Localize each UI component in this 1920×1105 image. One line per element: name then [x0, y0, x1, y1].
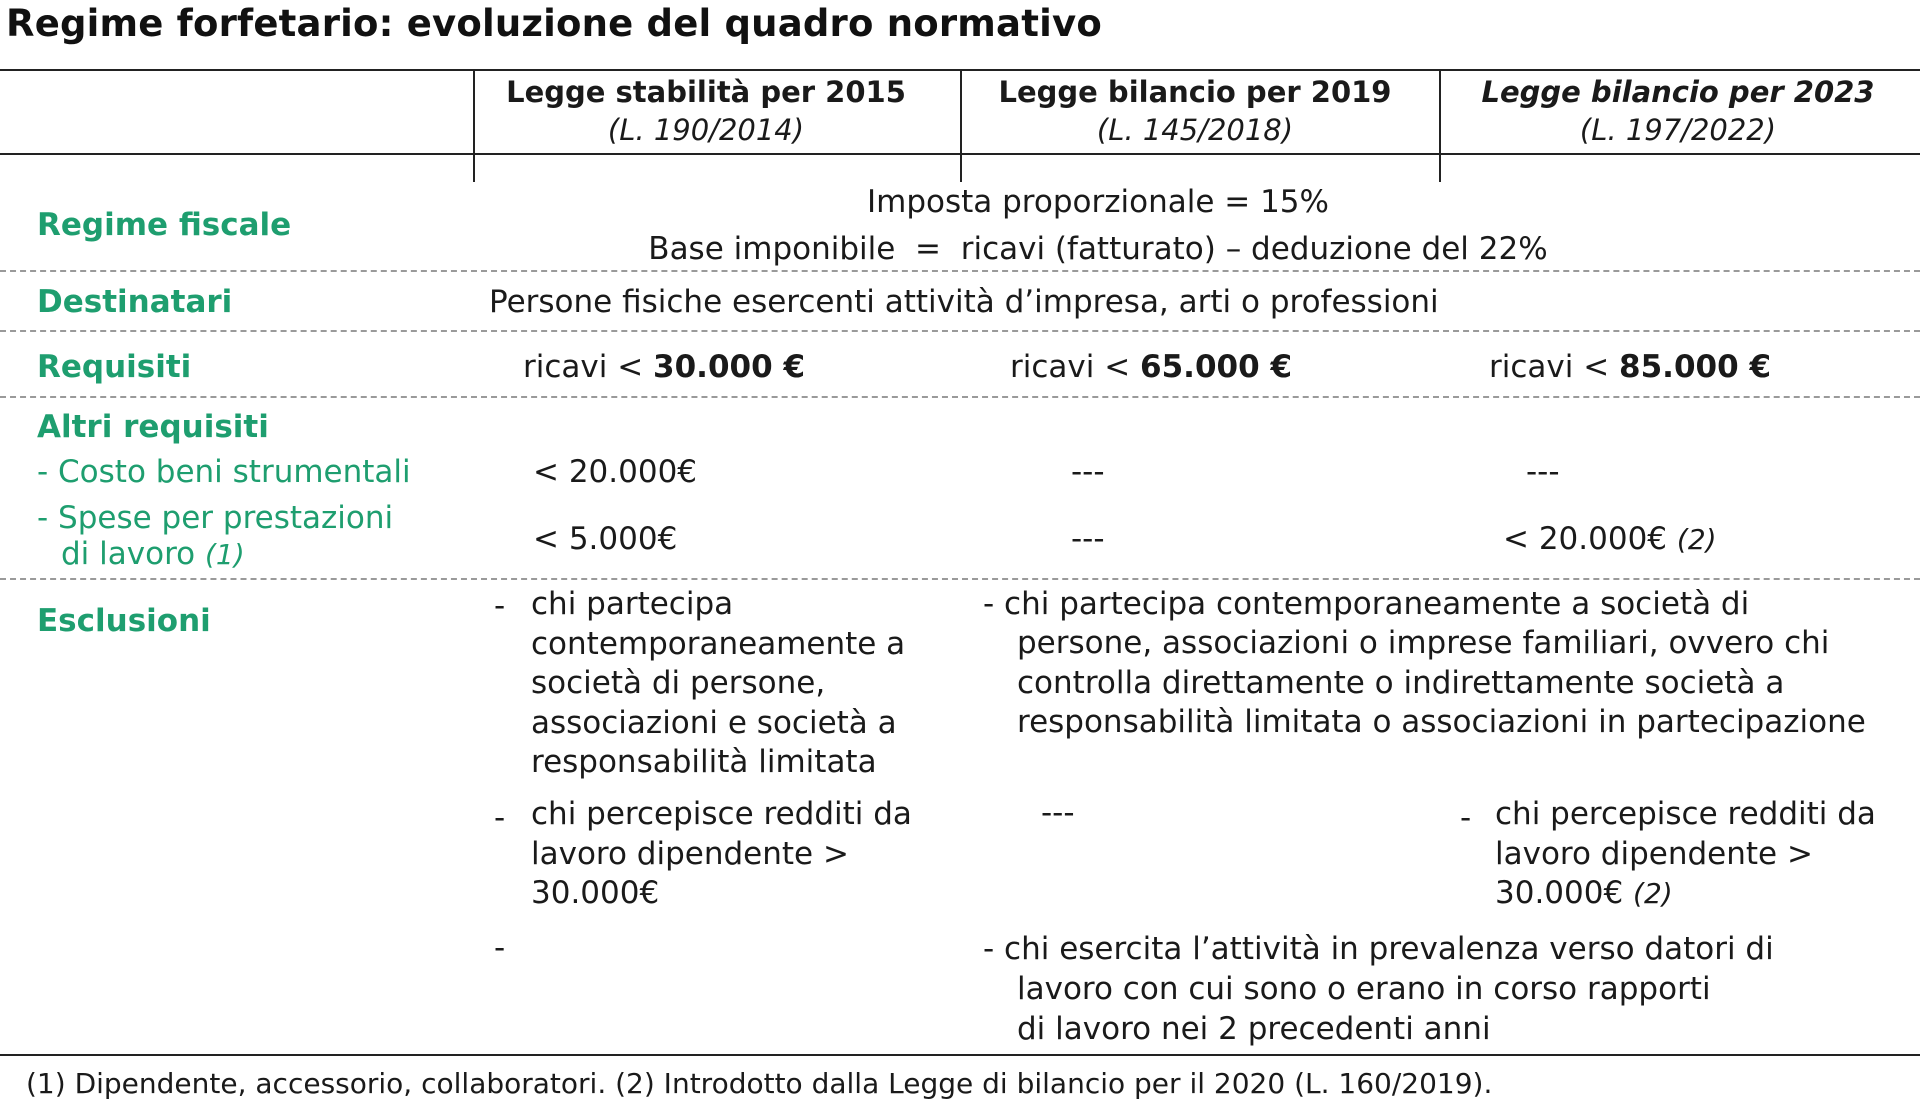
table-bottom-rule — [0, 1054, 1920, 1056]
column-law-2019: Legge bilancio per 2019 — [998, 75, 1392, 109]
column-law-2023: Legge bilancio per 2023 — [1481, 75, 1875, 109]
row-separator — [0, 330, 1920, 332]
spese-prestazioni-label: - Spese per prestazioni — [37, 500, 394, 536]
spese-2023: < 20.000€ (2) — [1503, 521, 1717, 557]
row-label-esclusioni: Esclusioni — [37, 603, 211, 639]
costo-beni-2023: --- — [1526, 454, 1560, 490]
column-ref-2019: (L. 145/2018) — [1096, 113, 1294, 147]
spese-2019: --- — [1071, 521, 1105, 557]
esclusione-3-2019-2023-rest: lavoro con cui sono o erano in corso rapporti di lavoro nei 2 precedenti anni — [1017, 971, 1711, 1047]
requisiti-prefix: ricavi < — [1010, 349, 1141, 385]
requisiti-prefix: ricavi < — [523, 349, 654, 385]
bullet-dash: - — [494, 588, 506, 624]
bullet-dash: - — [1460, 800, 1472, 836]
esclusione-3-2015: - — [494, 930, 506, 966]
costo-beni-2019: --- — [1071, 454, 1105, 490]
esclusione-3-2019-2023-first: - chi esercita l’attività in prevalenza verso datori di — [983, 931, 1774, 967]
column-header-2019 — [955, 73, 1435, 149]
requisiti-2023 — [1489, 349, 1771, 385]
esclusione-2-2015: chi percepisce redditi da lavoro dipendente > 30.000€ — [531, 796, 912, 911]
page-title: Regime forfetario: evoluzione del quadro normativo — [6, 2, 1102, 45]
column-header-2015 — [466, 73, 946, 149]
costo-beni-label: - Costo beni strumentali — [37, 454, 411, 490]
row-separator — [0, 270, 1920, 272]
footnote: (1) Dipendente, accessorio, collaboratori. (2) Introdotto dalla Legge di bilancio per il 2020 (L. 160/2019). — [26, 1067, 1493, 1100]
destinatari-text: Persone fisiche esercenti attività d’impresa, arti o professioni — [489, 284, 1439, 320]
bullet-dash: - — [494, 800, 506, 836]
regime-fiscale-line1: Imposta proporzionale = 15% — [866, 184, 1329, 220]
row-label-destinatari: Destinatari — [37, 284, 233, 320]
requisiti-2019 — [1010, 349, 1292, 385]
row-label-altri-requisiti: Altri requisiti — [37, 409, 269, 445]
regime-fiscale-line2: Base imponibile = ricavi (fatturato) – deduzione del 22% — [648, 231, 1548, 267]
row-separator — [0, 396, 1920, 398]
row-separator — [0, 578, 1920, 580]
row-label-regime-fiscale: Regime fiscale — [37, 207, 292, 243]
column-law-2015: Legge stabilità per 2015 — [506, 75, 906, 109]
esclusione-1-2019-2023-rest: persone, associazioni o imprese familiari, ovvero chi controlla direttamente o indirettamente società a responsabilità limitata o associazioni in partecipazione — [1017, 625, 1866, 740]
footnote-ref-2: (2) — [1633, 877, 1673, 910]
requisiti-value-2019: 65.000 € — [1140, 349, 1293, 385]
footnote-ref-1: (1) — [204, 538, 245, 571]
column-ref-2015: (L. 190/2014) — [607, 113, 805, 147]
esclusione-1-2019-2023-first: - chi partecipa contemporaneamente a società di — [983, 586, 1750, 622]
esclusione-2-2019: --- — [1041, 795, 1075, 831]
spese-2015: < 5.000€ — [533, 521, 678, 557]
requisiti-value-2023: 85.000 € — [1619, 349, 1772, 385]
esclusione-2-2023: chi percepisce redditi da lavoro dipendente > 30.000€ (2) — [1495, 796, 1876, 911]
spese-prestazioni-label-2: di lavoro (1) — [61, 536, 245, 572]
column-ref-2023: (L. 197/2022) — [1579, 113, 1777, 147]
requisiti-2015 — [523, 349, 805, 385]
footnote-ref-2: (2) — [1676, 523, 1717, 556]
requisiti-prefix: ricavi < — [1489, 349, 1620, 385]
costo-beni-2015: < 20.000€ — [533, 454, 698, 490]
row-label-requisiti: Requisiti — [37, 349, 192, 385]
requisiti-value-2015: 30.000 € — [653, 349, 806, 385]
column-header-2023 — [1438, 73, 1918, 149]
esclusione-1-2015: chi partecipa contemporaneamente a società di persone, associazioni e società a responsabilità limitata — [531, 586, 906, 780]
